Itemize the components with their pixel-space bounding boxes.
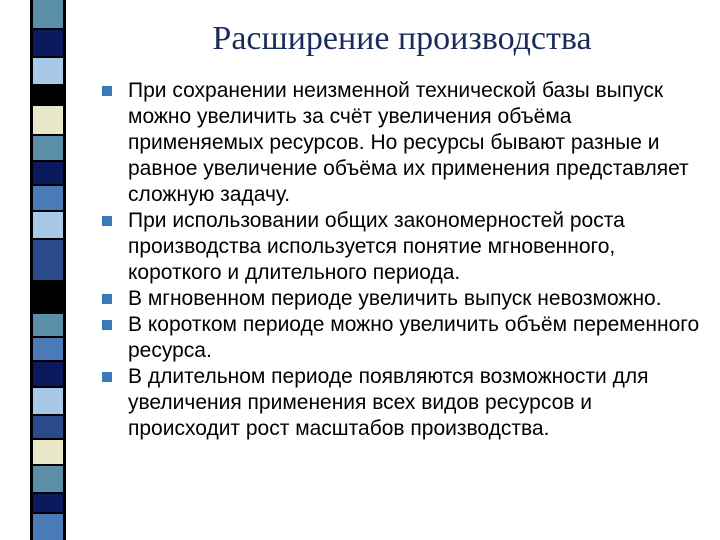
square-bullet-icon xyxy=(102,372,112,382)
stripe xyxy=(33,282,63,312)
stripe xyxy=(33,416,63,438)
square-bullet-icon xyxy=(102,294,112,304)
stripe xyxy=(33,466,63,492)
bullet-item xyxy=(100,286,700,312)
stripe xyxy=(33,58,63,84)
square-bullet-icon xyxy=(102,86,112,96)
slide-title: Расширение производства xyxy=(212,20,592,57)
bullet-text: При использовании общих закономерностей роста производства используется понятие мгновенного, короткого и длительного периода. xyxy=(128,209,625,284)
bullet-item xyxy=(100,312,700,364)
stripe xyxy=(33,106,63,134)
stripe xyxy=(33,186,63,210)
bullet-item xyxy=(100,364,700,442)
stripe xyxy=(33,338,63,360)
stripe xyxy=(33,362,63,386)
stripe xyxy=(33,388,63,414)
bullet-text: В мгновенном периоде увеличить выпуск невозможно. xyxy=(128,287,662,310)
stripe xyxy=(33,30,63,56)
stripe xyxy=(33,440,63,464)
stripe xyxy=(33,0,63,28)
stripe xyxy=(33,136,63,160)
bullet-text: При сохранении неизменной технической базы выпуск можно увеличить за счёт увеличения объёма применяемых ресурсов. Но ресурсы бывают разные и равное увеличение объёма их применения представляет сложную задачу. xyxy=(128,79,689,206)
bullet-text: В коротком периоде можно увеличить объём переменного ресурса. xyxy=(128,313,700,362)
bullet-text: В длительном периоде появляются возможности для увеличения применения всех видов ресурсов и происходит рост масштабов производства. xyxy=(128,365,649,440)
stripe xyxy=(33,86,63,104)
stripe xyxy=(33,494,63,512)
square-bullet-icon xyxy=(102,320,112,330)
bullet-item xyxy=(100,208,700,286)
bullet-list xyxy=(100,78,700,442)
stripe xyxy=(33,162,63,184)
bullet-item xyxy=(100,78,700,208)
stripe xyxy=(33,212,63,238)
stripe xyxy=(33,514,63,540)
square-bullet-icon xyxy=(102,216,112,226)
stripe xyxy=(33,240,63,280)
decorative-stripe-bar xyxy=(30,0,66,540)
stripe xyxy=(33,314,63,336)
